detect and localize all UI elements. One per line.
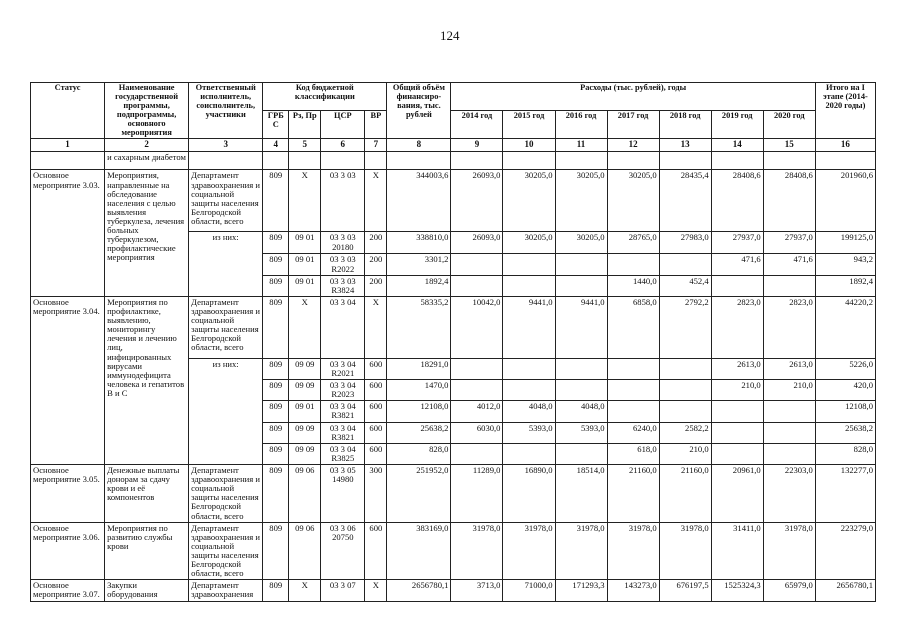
cell-itogo: 828,0 [815, 443, 875, 464]
cell-year-value: 16890,0 [503, 464, 555, 522]
header-itogo: Итого на I этапе (2014-2020 годы) [815, 83, 875, 139]
cell-year-value: 9441,0 [503, 296, 555, 358]
cell-year-value [555, 358, 607, 379]
cell-year-value: 71000,0 [503, 580, 555, 601]
cell-rzpr: 09 01 [289, 232, 321, 254]
cell-itogo: 201960,6 [815, 170, 875, 232]
measure-responsible: Департамент здравоохранения и социальной защиты населения Белгородской области, всего [189, 170, 263, 232]
header-status: Статус [31, 83, 105, 139]
cell-year-value [451, 380, 503, 401]
cell-year-value: 28435,4 [659, 170, 711, 232]
continuation-row [31, 152, 876, 170]
cell-year-value: 6858,0 [607, 296, 659, 358]
cell-grbs: 809 [263, 232, 289, 254]
cell-year-value: 4048,0 [555, 401, 607, 422]
cell-csr: 03 3 07 [321, 580, 365, 601]
cell-year-value: 2613,0 [763, 358, 815, 379]
cell-year-value [555, 443, 607, 464]
column-number: 12 [607, 139, 659, 152]
cell-itogo: 44220,2 [815, 296, 875, 358]
header-year: 2017 год [607, 111, 659, 139]
cell-rzpr: 09 09 [289, 443, 321, 464]
cell-itogo: 223279,0 [815, 522, 875, 580]
cell-year-value [711, 275, 763, 296]
table-row [31, 296, 876, 358]
cell-year-value: 31978,0 [451, 522, 503, 580]
measure-status: Основное мероприятие 3.03. [31, 170, 105, 296]
header-vr: ВР [365, 111, 387, 139]
cell-itogo: 25638,2 [815, 422, 875, 443]
header-csr: ЦСР [321, 111, 365, 139]
cell-itogo: 199125,0 [815, 232, 875, 254]
cell-vr: 600 [365, 401, 387, 422]
cell-year-value: 143273,0 [607, 580, 659, 601]
measure-name: Мероприятия по развитию службы крови [105, 522, 189, 580]
cell-year-value: 31978,0 [503, 522, 555, 580]
cell-csr: 03 3 04 R3821 [321, 401, 365, 422]
cell-year-value: 26093,0 [451, 170, 503, 232]
cell-total: 344003,6 [387, 170, 451, 232]
measure-name: Закупки оборудования [105, 580, 189, 601]
cell-year-value: 4048,0 [503, 401, 555, 422]
cell-year-value: 1440,0 [607, 275, 659, 296]
cell-year-value: 10042,0 [451, 296, 503, 358]
cell-year-value: 65979,0 [763, 580, 815, 601]
header-year: 2015 год [503, 111, 555, 139]
cell-csr: 03 3 04 R3825 [321, 443, 365, 464]
cell-year-value [763, 422, 815, 443]
header-grbs: ГРБС [263, 111, 289, 139]
cell-year-value [451, 443, 503, 464]
cell-total: 828,0 [387, 443, 451, 464]
cell-rzpr: Х [289, 296, 321, 358]
cell-year-value: 26093,0 [451, 232, 503, 254]
header-year: 2014 год [451, 111, 503, 139]
measure-responsible: Департамент здравоохранения [189, 580, 263, 601]
measure-of-which: из них: [189, 358, 263, 464]
measure-status: Основное мероприятие 3.04. [31, 296, 105, 464]
cell-year-value: 31978,0 [659, 522, 711, 580]
cell-year-value: 171293,3 [555, 580, 607, 601]
cell-year-value: 20961,0 [711, 464, 763, 522]
cell-csr: 03 3 03 20180 [321, 232, 365, 254]
cell-year-value: 27937,0 [711, 232, 763, 254]
header-year: 2018 год [659, 111, 711, 139]
cell-vr: 200 [365, 232, 387, 254]
cell-year-value [763, 443, 815, 464]
column-number: 8 [387, 139, 451, 152]
cell-year-value: 1525324,3 [711, 580, 763, 601]
cell-year-value [503, 254, 555, 275]
cell-year-value: 28408,6 [763, 170, 815, 232]
cell-itogo: 2656780,1 [815, 580, 875, 601]
cell-year-value [711, 443, 763, 464]
cell-year-value: 30205,0 [503, 232, 555, 254]
cell-itogo: 420,0 [815, 380, 875, 401]
cell-vr: 600 [365, 422, 387, 443]
table-row [31, 522, 876, 580]
cell-year-value: 18514,0 [555, 464, 607, 522]
cell-year-value [659, 358, 711, 379]
cell-year-value: 30205,0 [555, 170, 607, 232]
cell-year-value [503, 380, 555, 401]
budget-table [30, 82, 876, 602]
cell-year-value: 5393,0 [555, 422, 607, 443]
cell-itogo: 5226,0 [815, 358, 875, 379]
measure-responsible: Департамент здравоохранения и социальной защиты населения Белгородской области, всего [189, 522, 263, 580]
measure-responsible: Департамент здравоохранения и социальной защиты населения Белгородской области, всего [189, 296, 263, 358]
cell-year-value: 6240,0 [607, 422, 659, 443]
cell-year-value [607, 380, 659, 401]
cell-vr: Х [365, 170, 387, 232]
cell-year-value: 28765,0 [607, 232, 659, 254]
cell-itogo: 1892,4 [815, 275, 875, 296]
cell-year-value: 21160,0 [659, 464, 711, 522]
header-budget-code: Код бюджетной классификации [263, 83, 387, 111]
cell-year-value: 22303,0 [763, 464, 815, 522]
page-number: 124 [440, 28, 460, 43]
cell-csr: 03 3 04 R2021 [321, 358, 365, 379]
cell-grbs: 809 [263, 443, 289, 464]
continuation-text: и сахарным диабетом [105, 152, 189, 170]
column-number: 14 [711, 139, 763, 152]
cell-grbs: 809 [263, 464, 289, 522]
column-number: 1 [31, 139, 105, 152]
cell-year-value: 2823,0 [763, 296, 815, 358]
cell-year-value: 2823,0 [711, 296, 763, 358]
cell-year-value [607, 358, 659, 379]
cell-vr: Х [365, 296, 387, 358]
cell-year-value: 3713,0 [451, 580, 503, 601]
cell-year-value [555, 275, 607, 296]
cell-year-value: 210,0 [711, 380, 763, 401]
cell-csr: 03 3 06 20750 [321, 522, 365, 580]
cell-grbs: 809 [263, 254, 289, 275]
cell-rzpr: 09 06 [289, 522, 321, 580]
cell-vr: 200 [365, 254, 387, 275]
cell-total: 25638,2 [387, 422, 451, 443]
cell-year-value: 28408,6 [711, 170, 763, 232]
cell-year-value: 2792,2 [659, 296, 711, 358]
measure-status: Основное мероприятие 3.05. [31, 464, 105, 522]
cell-rzpr: Х [289, 580, 321, 601]
cell-total: 1470,0 [387, 380, 451, 401]
cell-year-value [555, 254, 607, 275]
column-number: 9 [451, 139, 503, 152]
cell-year-value [503, 443, 555, 464]
cell-grbs: 809 [263, 401, 289, 422]
measure-responsible: Департамент здравоохранения и социальной защиты населения Белгородской области, всего [189, 464, 263, 522]
measure-name: Денежные выплаты донорам за сдачу крови и её компонентов [105, 464, 189, 522]
cell-rzpr: 09 01 [289, 401, 321, 422]
cell-year-value [763, 401, 815, 422]
header-year: 2020 год [763, 111, 815, 139]
cell-year-value [659, 254, 711, 275]
cell-year-value [555, 380, 607, 401]
cell-year-value [711, 401, 763, 422]
cell-year-value: 4012,0 [451, 401, 503, 422]
cell-year-value [711, 422, 763, 443]
cell-total: 18291,0 [387, 358, 451, 379]
measure-of-which: из них: [189, 232, 263, 296]
cell-total: 383169,0 [387, 522, 451, 580]
cell-year-value [607, 401, 659, 422]
cell-grbs: 809 [263, 522, 289, 580]
cell-year-value [607, 254, 659, 275]
cell-year-value: 30205,0 [555, 232, 607, 254]
cell-grbs: 809 [263, 170, 289, 232]
cell-rzpr: Х [289, 170, 321, 232]
column-number: 13 [659, 139, 711, 152]
cell-year-value: 21160,0 [607, 464, 659, 522]
header-year: 2019 год [711, 111, 763, 139]
header-expenses: Расходы (тыс. рублей), годы [451, 83, 815, 111]
cell-year-value: 2613,0 [711, 358, 763, 379]
table-row [31, 464, 876, 522]
column-numbers-row [31, 139, 876, 152]
cell-year-value: 9441,0 [555, 296, 607, 358]
cell-year-value: 27983,0 [659, 232, 711, 254]
cell-vr: 600 [365, 358, 387, 379]
cell-csr: 03 3 05 14980 [321, 464, 365, 522]
cell-total: 1892,4 [387, 275, 451, 296]
cell-itogo: 12108,0 [815, 401, 875, 422]
cell-csr: 03 3 04 R2023 [321, 380, 365, 401]
header-total: Общий объём финансиро-вания, тыс. рублей [387, 83, 451, 139]
cell-year-value: 5393,0 [503, 422, 555, 443]
cell-year-value: 30205,0 [607, 170, 659, 232]
cell-grbs: 809 [263, 296, 289, 358]
column-number: 6 [321, 139, 365, 152]
header-year: 2016 год [555, 111, 607, 139]
measure-name: Мероприятия, направленные на обследование населения с целью выявления туберкулеза, лечения больных туберкулезом, профилактические мероприятия [105, 170, 189, 296]
cell-year-value [763, 275, 815, 296]
cell-year-value [659, 401, 711, 422]
column-number: 3 [189, 139, 263, 152]
cell-total: 12108,0 [387, 401, 451, 422]
cell-grbs: 809 [263, 580, 289, 601]
cell-rzpr: 09 09 [289, 422, 321, 443]
header-program-name: Наименование государственной программы, подпрограммы, основного мероприятия [105, 83, 189, 139]
cell-total: 3301,2 [387, 254, 451, 275]
cell-itogo: 132277,0 [815, 464, 875, 522]
cell-year-value: 210,0 [659, 443, 711, 464]
cell-year-value: 31978,0 [763, 522, 815, 580]
cell-vr: 300 [365, 464, 387, 522]
cell-year-value: 30205,0 [503, 170, 555, 232]
cell-year-value: 11289,0 [451, 464, 503, 522]
measure-name: Мероприятия по профилактике, выявлению, мониторингу лечения и лечению лиц, инфицированных вирусами иммунодефицита человека и гепатитов В и С [105, 296, 189, 464]
cell-year-value: 31978,0 [555, 522, 607, 580]
cell-year-value: 618,0 [607, 443, 659, 464]
cell-year-value: 31978,0 [607, 522, 659, 580]
cell-csr: 03 3 04 [321, 296, 365, 358]
cell-grbs: 809 [263, 275, 289, 296]
column-number: 11 [555, 139, 607, 152]
cell-csr: 03 3 03 R3824 [321, 275, 365, 296]
measure-status: Основное мероприятие 3.06. [31, 522, 105, 580]
cell-vr: 200 [365, 275, 387, 296]
column-number: 10 [503, 139, 555, 152]
table-body [31, 152, 876, 601]
cell-year-value: 27937,0 [763, 232, 815, 254]
column-number: 7 [365, 139, 387, 152]
cell-itogo: 943,2 [815, 254, 875, 275]
cell-year-value [503, 275, 555, 296]
cell-total: 338810,0 [387, 232, 451, 254]
header-responsible: Ответственный исполнитель, соисполнитель, участники [189, 83, 263, 139]
cell-csr: 03 3 03 R2022 [321, 254, 365, 275]
table-row [31, 580, 876, 601]
header-rzpr: Рз, Пр [289, 111, 321, 139]
cell-year-value: 2582,2 [659, 422, 711, 443]
cell-year-value: 210,0 [763, 380, 815, 401]
cell-grbs: 809 [263, 380, 289, 401]
table-row [31, 170, 876, 232]
cell-year-value: 471,6 [763, 254, 815, 275]
cell-csr: 03 3 03 [321, 170, 365, 232]
cell-vr: 600 [365, 380, 387, 401]
cell-rzpr: 09 06 [289, 464, 321, 522]
cell-year-value [451, 254, 503, 275]
cell-vr: Х [365, 580, 387, 601]
cell-year-value [451, 275, 503, 296]
column-number: 15 [763, 139, 815, 152]
column-number: 5 [289, 139, 321, 152]
cell-rzpr: 09 01 [289, 275, 321, 296]
cell-year-value: 31411,0 [711, 522, 763, 580]
cell-total: 2656780,1 [387, 580, 451, 601]
cell-year-value: 6030,0 [451, 422, 503, 443]
cell-year-value: 452,4 [659, 275, 711, 296]
cell-csr: 03 3 04 R3821 [321, 422, 365, 443]
cell-vr: 600 [365, 522, 387, 580]
cell-year-value: 471,6 [711, 254, 763, 275]
cell-rzpr: 09 01 [289, 254, 321, 275]
column-number: 4 [263, 139, 289, 152]
cell-year-value [451, 358, 503, 379]
cell-year-value [503, 358, 555, 379]
cell-rzpr: 09 09 [289, 380, 321, 401]
cell-total: 58335,2 [387, 296, 451, 358]
cell-grbs: 809 [263, 358, 289, 379]
cell-year-value [659, 380, 711, 401]
cell-rzpr: 09 09 [289, 358, 321, 379]
column-number: 16 [815, 139, 875, 152]
cell-grbs: 809 [263, 422, 289, 443]
cell-vr: 600 [365, 443, 387, 464]
measure-status: Основное мероприятие 3.07. [31, 580, 105, 601]
cell-total: 251952,0 [387, 464, 451, 522]
cell-year-value: 676197,5 [659, 580, 711, 601]
column-number: 2 [105, 139, 189, 152]
